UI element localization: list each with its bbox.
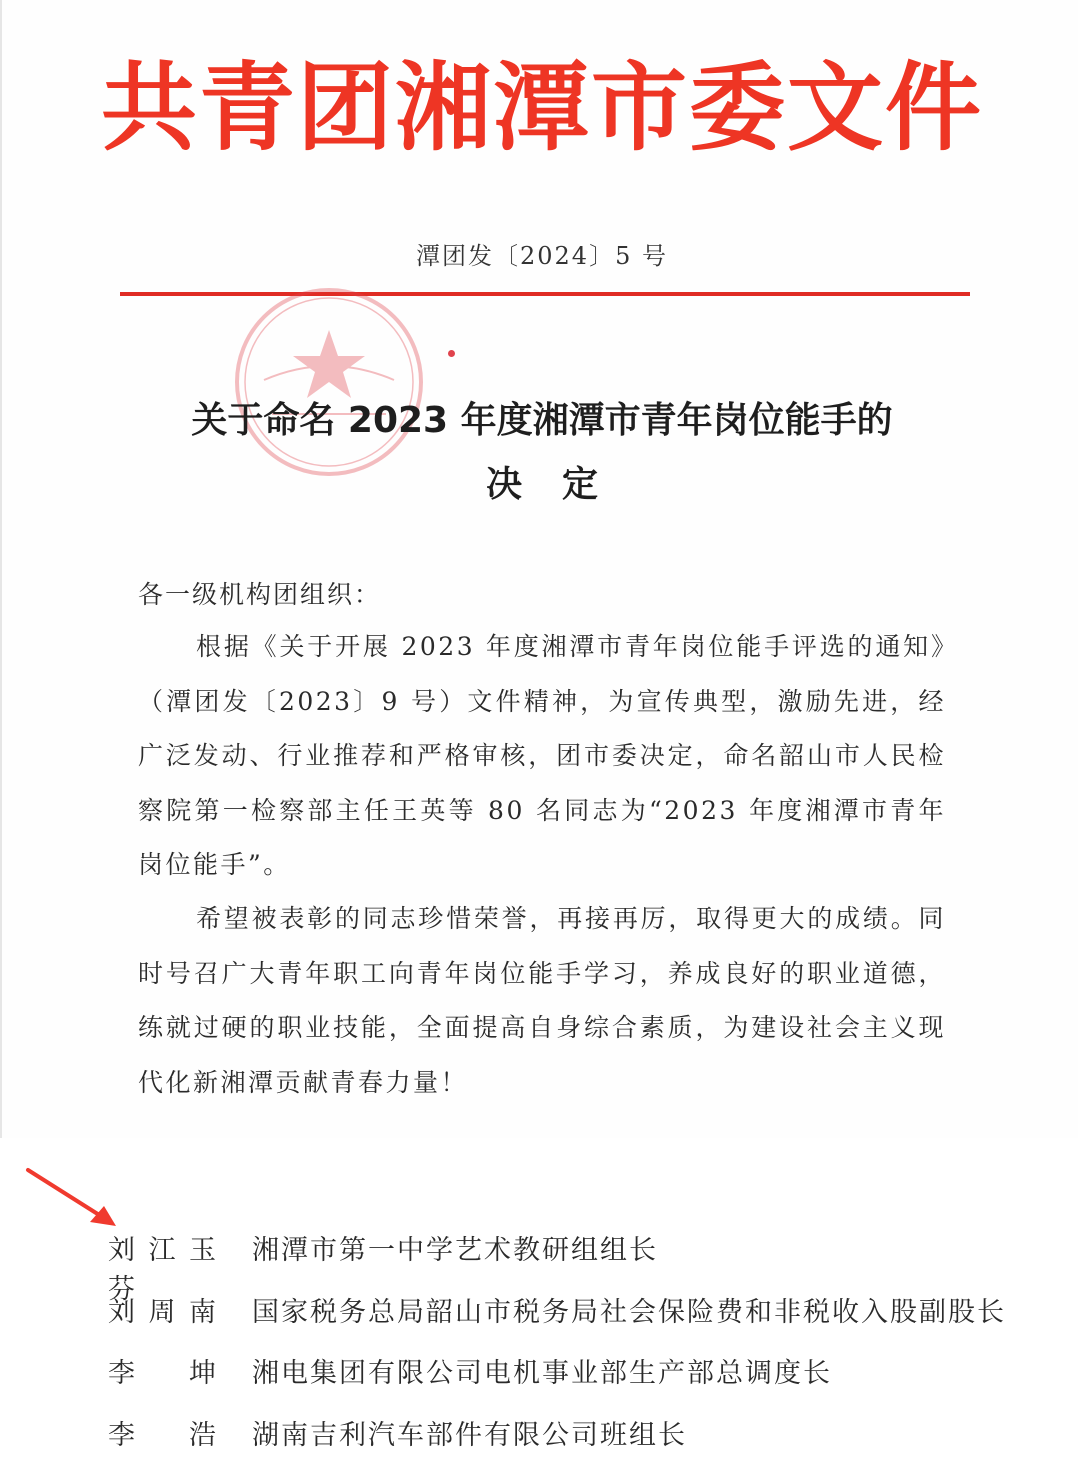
- honoree-name: 李坤: [108, 1358, 218, 1389]
- official-seal-icon: [224, 282, 434, 482]
- letterhead-title: 共青团湘潭市委文件: [101, 52, 983, 164]
- honoree-name: 李浩: [108, 1419, 218, 1451]
- document-title-line-1: 关于命名 2023 年度湘潭市青年岗位能手的: [191, 400, 893, 441]
- seal-mark-dot: [448, 350, 455, 357]
- honoree-name: 刘周南: [108, 1296, 218, 1328]
- honoree-position: 国家税务总局韶山市税务局社会保险费和非税收入股副股长: [252, 1296, 1006, 1328]
- list-item: [108, 1220, 1008, 1305]
- body-paragraph-1: 根据《关于开展 2023 年度湘潭市青年岗位能手评选的通知》（潭团发〔2023〕9 号）文件精神，为宣传典型，激励先进，经广泛发动、行业推荐和严格审核，团市委决定，命名韶山市人民检察院第一检察部主任王英等 80 名同志为“2023 年度湘潭市青年岗位能手”。: [138, 632, 946, 879]
- honoree-position: 湖南吉利汽车部件有限公司班组长: [252, 1419, 687, 1451]
- document-title-line-2: 决定: [485, 464, 638, 505]
- list-item: [108, 1282, 1008, 1344]
- salutation: 各一级机构团组织：: [138, 580, 382, 609]
- document-number: 潭团发〔2024〕5 号: [416, 242, 668, 270]
- honoree-position: 湘电集团有限公司电机事业部生产部总调度长: [252, 1358, 832, 1389]
- list-item: [108, 1405, 1008, 1467]
- honoree-list: [108, 1220, 1008, 1466]
- honoree-name: 刘江玉芬: [108, 1235, 218, 1305]
- list-item: [108, 1343, 1008, 1405]
- body-paragraph-2: 希望被表彰的同志珍惜荣誉，再接再厉，取得更大的成绩。同时号召广大青年职工向青年岗位能手学习，养成良好的职业道德，练就过硬的职业技能，全面提高自身综合素质，为建设社会主义现代化新湘潭贡献青春力量！: [138, 904, 946, 1097]
- honoree-position: 湘潭市第一中学艺术教研组组长: [252, 1235, 658, 1266]
